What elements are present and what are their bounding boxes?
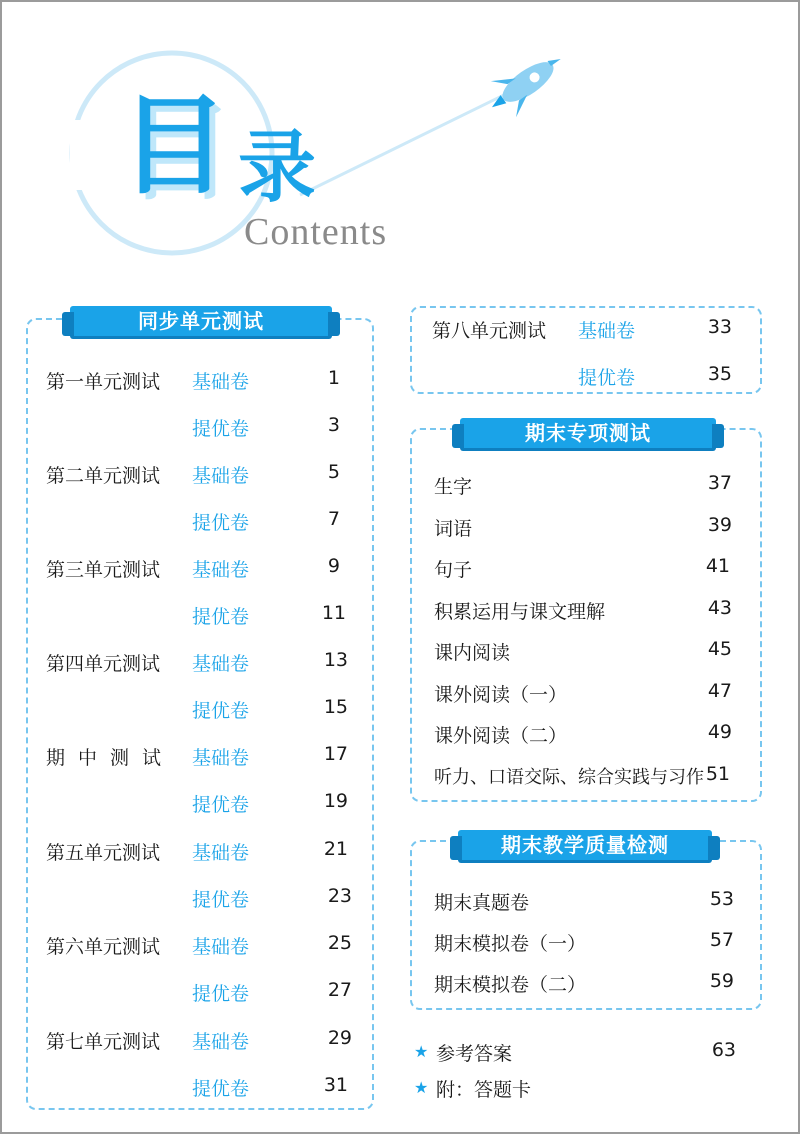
- page-number: 11: [321, 602, 346, 624]
- paper-kind-link[interactable]: 基础卷: [192, 371, 250, 393]
- page-number: 41: [705, 555, 730, 577]
- paper-kind-link[interactable]: 提优卷: [192, 889, 250, 911]
- page-number: 49: [707, 721, 732, 743]
- unit-name: 第七单元测试: [46, 1031, 161, 1053]
- unit-name: 期中测试: [46, 747, 175, 769]
- paper-kind-link[interactable]: 基础卷: [192, 653, 250, 675]
- unit-name: 第一单元测试: [46, 371, 161, 393]
- toc-entry-label[interactable]: 听力、口语交际、综合实践与习作: [434, 767, 704, 788]
- paper-kind-link[interactable]: 提优卷: [578, 367, 636, 389]
- page-number: 21: [323, 838, 348, 860]
- page-number: 1: [327, 367, 340, 389]
- toc-entry-label[interactable]: 生字: [434, 476, 473, 498]
- paper-kind-link[interactable]: 基础卷: [192, 747, 250, 769]
- answer-sheet-label[interactable]: 附：答题卡: [436, 1079, 532, 1101]
- page-number: 63: [711, 1039, 736, 1061]
- paper-kind-link[interactable]: 提优卷: [192, 794, 250, 816]
- paper-kind-link[interactable]: 基础卷: [192, 936, 250, 958]
- unit-name: 第五单元测试: [46, 842, 161, 864]
- page-number: 31: [323, 1074, 348, 1096]
- quality-tests-title: 期末教学质量检测: [458, 830, 712, 860]
- toc-entry-label[interactable]: 课外阅读（二）: [434, 725, 568, 747]
- toc-entry-label[interactable]: 积累运用与课文理解: [434, 601, 606, 623]
- unit-name: 第六单元测试: [46, 936, 161, 958]
- page-number: 5: [327, 461, 340, 483]
- toc-entry-label[interactable]: 课外阅读（一）: [434, 684, 568, 706]
- paper-kind-link[interactable]: 提优卷: [192, 606, 250, 628]
- paper-kind-link[interactable]: 提优卷: [192, 1078, 250, 1100]
- unit-name: 第二单元测试: [46, 465, 161, 487]
- paper-kind-link[interactable]: 基础卷: [192, 465, 250, 487]
- paper-kind-link[interactable]: 基础卷: [192, 1031, 250, 1053]
- toc-entry-label[interactable]: 课内阅读: [434, 642, 511, 664]
- paper-kind-link[interactable]: 提优卷: [192, 512, 250, 534]
- page-number: 29: [327, 1027, 352, 1049]
- page-number: 7: [327, 508, 340, 530]
- page-number: 23: [327, 885, 352, 907]
- page-number: 17: [323, 743, 348, 765]
- paper-kind-link[interactable]: 提优卷: [192, 700, 250, 722]
- page-number: 9: [327, 555, 340, 577]
- page-number: 37: [707, 472, 732, 494]
- toc-entry-label[interactable]: 期末真题卷: [434, 892, 530, 914]
- answers-label[interactable]: 参考答案: [436, 1043, 513, 1065]
- page-number: 15: [323, 696, 348, 718]
- page-number: 57: [709, 929, 734, 951]
- page-number: 43: [707, 597, 732, 619]
- trail-line: [300, 92, 510, 195]
- page-number: 45: [707, 638, 732, 660]
- page-number: 33: [707, 316, 732, 338]
- paper-kind-link[interactable]: 提优卷: [192, 418, 250, 440]
- page-number: 47: [707, 680, 732, 702]
- star-icon: ★: [414, 1078, 429, 1097]
- page-number: 35: [707, 363, 732, 385]
- rocket-icon: [479, 41, 573, 125]
- page-number: 39: [707, 514, 732, 536]
- toc-entry-label[interactable]: 期末模拟卷（一）: [434, 933, 587, 955]
- paper-kind-link[interactable]: 提优卷: [192, 983, 250, 1005]
- page-number: 25: [327, 932, 352, 954]
- special-tests-title: 期末专项测试: [460, 418, 716, 448]
- title-char-1: 目: [120, 84, 229, 209]
- page-number: 13: [323, 649, 348, 671]
- unit-name: 第八单元测试: [432, 320, 547, 342]
- page-number: 53: [709, 888, 734, 910]
- toc-entry-label[interactable]: 句子: [434, 559, 473, 581]
- unit-name: 第三单元测试: [46, 559, 161, 581]
- paper-kind-link[interactable]: 基础卷: [192, 559, 250, 581]
- title-english: Contents: [244, 211, 388, 253]
- paper-kind-link[interactable]: 基础卷: [578, 320, 636, 342]
- page-number: 19: [323, 790, 348, 812]
- page-number: 3: [327, 414, 340, 436]
- toc-entry-label[interactable]: 词语: [434, 518, 473, 540]
- sync-tests-title: 同步单元测试: [70, 306, 332, 336]
- title-char-2: 录: [238, 123, 317, 213]
- page-number: 51: [705, 763, 730, 785]
- unit-name: 第四单元测试: [46, 653, 161, 675]
- paper-kind-link[interactable]: 基础卷: [192, 842, 250, 864]
- star-icon: ★: [414, 1042, 429, 1061]
- page-number: 59: [709, 970, 734, 992]
- page-number: 27: [327, 979, 352, 1001]
- toc-entry-label[interactable]: 期末模拟卷（二）: [434, 974, 587, 996]
